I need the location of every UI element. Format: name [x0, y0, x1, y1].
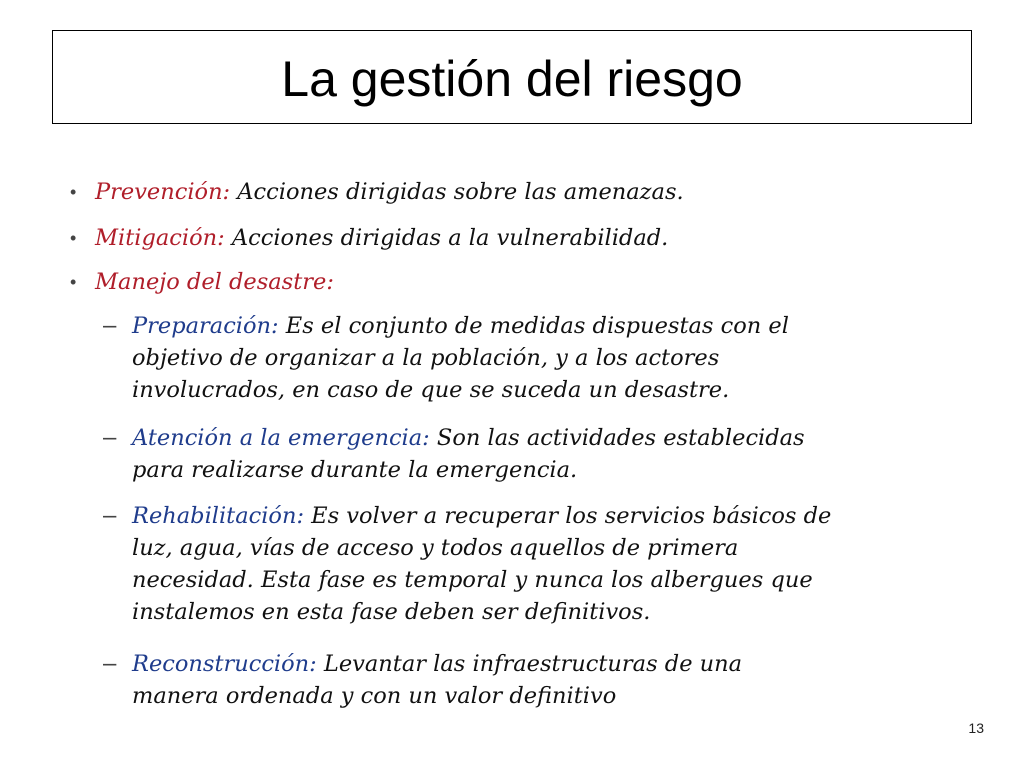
term-mitigacion: Mitigación:	[95, 225, 225, 251]
text-rehabilitacion-line1: Es volver a recuperar los servicios básicos de	[304, 503, 832, 529]
bullet-marker: •	[70, 228, 77, 248]
dash-marker: –	[103, 650, 117, 677]
bullet-marker: •	[70, 272, 77, 292]
term-preparacion: Preparación:	[132, 313, 279, 339]
text-preparacion-line3: involucrados, en caso de que se suceda un desastre.	[132, 377, 730, 403]
term-rehabilitacion: Rehabilitación:	[132, 503, 305, 529]
text-atencion-line1: Son las actividades establecidas	[429, 425, 805, 451]
text-atencion-line2: para realizarse durante la emergencia.	[132, 457, 578, 483]
text-rehabilitacion-line4: instalemos en esta fase deben ser definitivos.	[132, 599, 651, 625]
list-item-atencion	[0, 422, 1024, 488]
list-item-reconstruccion	[0, 648, 1024, 714]
dash-marker: –	[103, 502, 117, 529]
list-item-preparacion	[0, 310, 1024, 410]
bullet-marker: •	[70, 182, 77, 202]
dash-marker: –	[103, 424, 117, 451]
list-item-rehabilitacion	[0, 500, 1024, 630]
page-number: 13	[968, 720, 984, 736]
text-mitigacion: Acciones dirigidas a la vulnerabilidad.	[224, 225, 669, 251]
text-reconstruccion-line2: manera ordenada y con un valor definitivo	[132, 683, 617, 709]
dash-marker: –	[103, 312, 117, 339]
text-rehabilitacion-line3: necesidad. Esta fase es temporal y nunca los albergues que	[132, 567, 813, 593]
term-manejo: Manejo del desastre:	[95, 269, 334, 295]
text-preparacion-line2: objetivo de organizar a la población, y a los actores	[132, 345, 720, 371]
term-atencion: Atención a la emergencia:	[132, 425, 430, 451]
slide-title: La gestión del riesgo	[281, 51, 743, 107]
term-prevencion: Prevención:	[95, 179, 231, 205]
text-rehabilitacion-line2: luz, agua, vías de acceso y todos aquellos de primera	[132, 535, 739, 561]
text-reconstruccion-line1: Levantar las infraestructuras de una	[316, 651, 743, 677]
text-prevencion: Acciones dirigidas sobre las amenazas.	[230, 179, 684, 205]
term-reconstruccion: Reconstrucción:	[132, 651, 317, 677]
text-preparacion-line1: Es el conjunto de medidas dispuestas con el	[278, 313, 789, 339]
